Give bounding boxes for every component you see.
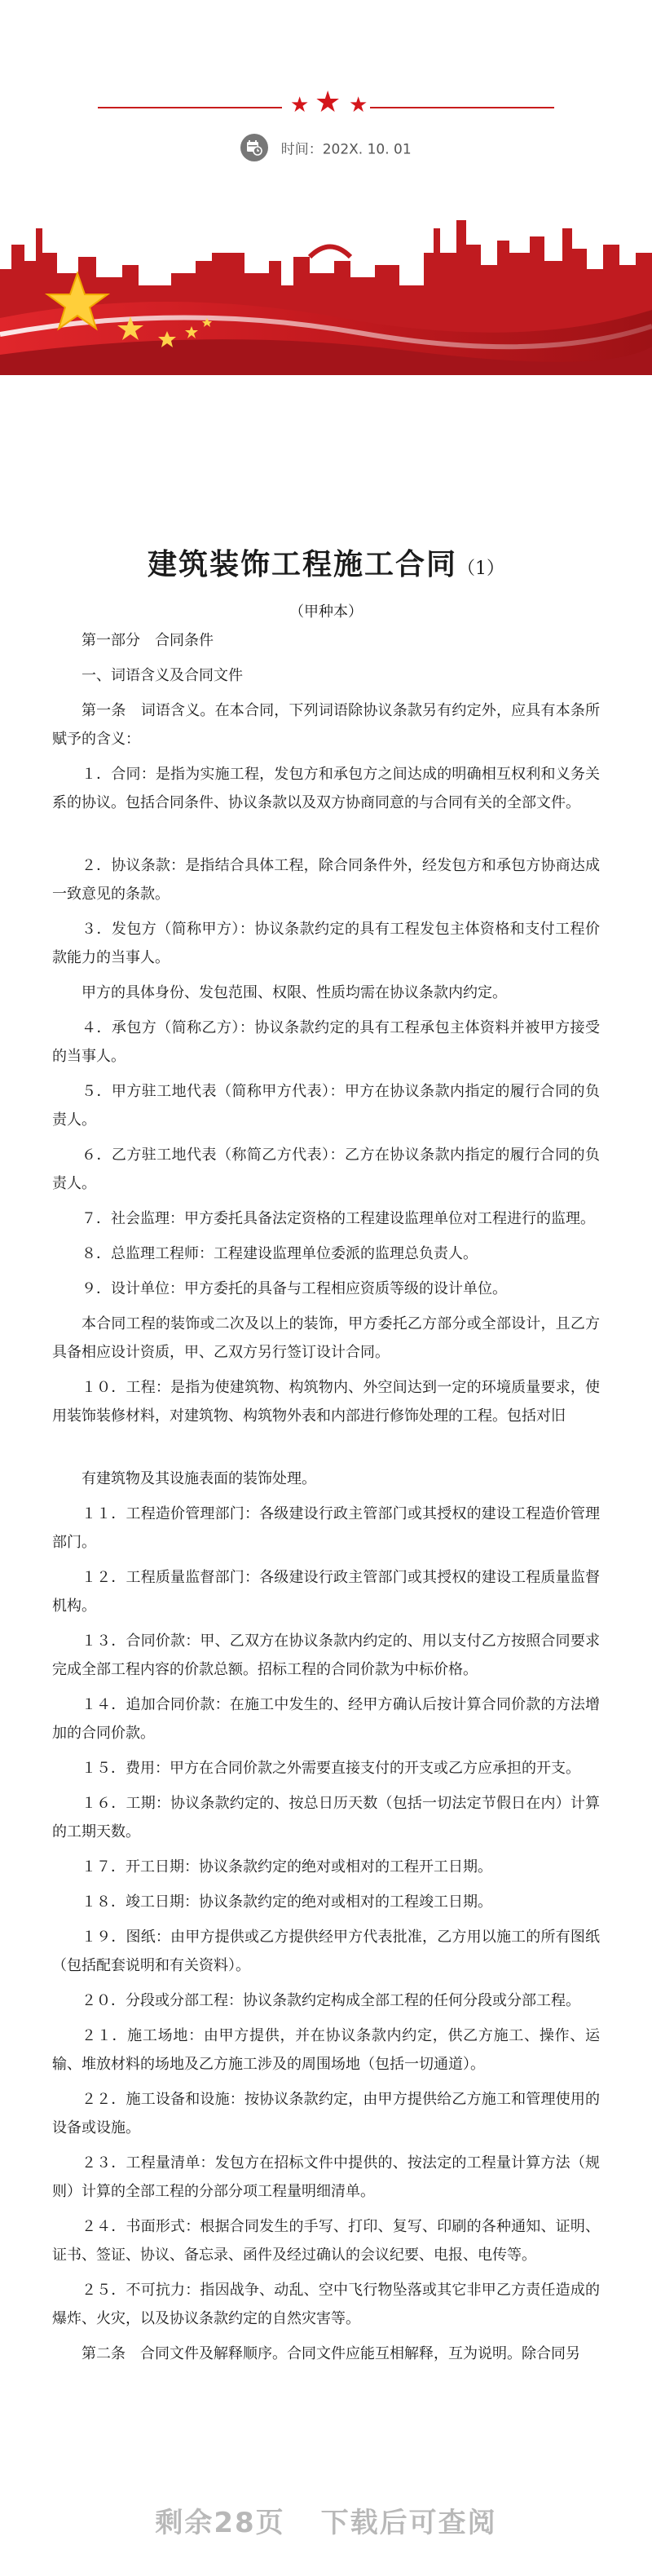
paragraph: ８．总监理工程师：工程建设监理单位委派的监理总负责人。 <box>82 1245 478 1262</box>
paragraph: ２４．书面形式：根据合同发生的手写、打印、复写、印刷的各种通知、证明、证书、签证、协议、备忘录、函件及经过确认的会议纪要、电报、电传等。 <box>52 2218 600 2264</box>
paragraph: ２３．工程量清单：发包方在招标文件中提供的、按法定的工程量计算方法（规则）计算的全部工程的分部分项工程量明细清单。 <box>52 2154 600 2200</box>
paragraph: １５．费用：甲方在合同价款之外需要直接支付的开支或乙方应承担的开支。 <box>82 1760 580 1777</box>
paragraph: １９．图纸：由甲方提供或乙方提供经甲方代表批准，乙方用以施工的所有图纸（包括配套说明和有关资料）。 <box>52 1929 600 1974</box>
paragraph: ２２．施工设备和设施：按协议条款约定，由甲方提供给乙方施工和管理使用的设备或设施。 <box>52 2091 600 2136</box>
paragraph: ９．设计单位：甲方委托的具备与工程相应资质等级的设计单位。 <box>82 1280 507 1297</box>
remaining-pages-label: 剩余28页 <box>155 2507 285 2539</box>
paragraph: １７．开工日期：协议条款约定的绝对或相对的工程开工日期。 <box>82 1858 492 1876</box>
publish-time <box>0 134 652 161</box>
header-line-right <box>370 107 554 108</box>
publish-time-text: 时间：202X. 10. 01 <box>280 141 412 158</box>
fade-overlay <box>0 2443 652 2476</box>
paragraph: １６．工期：协议条款约定的、按总日历天数（包括一切法定节假日在内）计算的工期天数。 <box>52 1795 600 1840</box>
paragraph: ６．乙方驻工地代表（称简乙方代表）：乙方在协议条款内指定的履行合同的负责人。 <box>52 1147 600 1192</box>
paragraph: 第二条 合同文件及解释顺序。合同文件应能互相解释，互为说明。除合同另 <box>82 2345 580 2362</box>
paragraph: ３．发包方（简称甲方）：协议条款约定的具有工程发包主体资格和支付工程价款能力的当事人。 <box>52 921 600 966</box>
paragraph: ２５．不可抗力：指因战争、动乱、空中飞行物坠落或其它非甲乙方责任造成的爆炸、火灾，以及协议条款约定的自然灾害等。 <box>52 2282 600 2327</box>
paragraph: ５．甲方驻工地代表（简称甲方代表）：甲方在协议条款内指定的履行合同的负责人。 <box>52 1083 600 1129</box>
document-title-text: 建筑装饰工程施工合同 <box>147 547 457 581</box>
paragraph: １０．工程：是指为使建筑物、构筑物内、外空间达到一定的环境质量要求，使用装饰装修材料，对建筑物、构筑物外表和内部进行修饰处理的工程。包括对旧 <box>52 1379 600 1425</box>
city-skyline-banner <box>0 196 652 375</box>
paragraph: １１．工程造价管理部门：各级建设行政主管部门或其授权的建设工程造价管理部门。 <box>52 1505 600 1551</box>
paragraph: １３．合同价款：甲、乙双方在协议条款内约定的、用以支付乙方按照合同要求完成全部工程内容的价款总额。招标工程的合同价款为中标价格。 <box>52 1633 600 1678</box>
paragraph: ２．协议条款：是指结合具体工程，除合同条件外，经发包方和承包方协商达成一致意见的条款。 <box>52 857 600 903</box>
download-prompt[interactable] <box>0 2476 652 2576</box>
header-banner <box>0 0 652 375</box>
document-edition: （甲种本） <box>289 603 363 621</box>
paragraph: 本合同工程的装饰或二次及以上的装饰，甲方委托乙方部分或全部设计，且乙方具备相应设计资质，甲、乙双方另行签订设计合同。 <box>52 1315 600 1361</box>
paragraph: ２０．分段或分部工程：协议条款约定构成全部工程的任何分段或分部工程。 <box>82 1992 580 2009</box>
header-line-left <box>98 107 282 108</box>
paragraph: ４．承包方（简称乙方）：协议条款约定的具有工程承包主体资料并被甲方接受的当事人。 <box>52 1019 600 1065</box>
paragraph: ２１．施工场地：由甲方提供，并在协议条款内约定，供乙方施工、操作、运输、堆放材料的场地及乙方施工涉及的周围场地（包括一切通道）。 <box>52 2027 600 2073</box>
document-title-suffix: （1） <box>457 559 504 579</box>
paragraph: １８．竣工日期：协议条款约定的绝对或相对的工程竣工日期。 <box>82 1893 492 1911</box>
paragraph: １４．追加合同价款：在施工中发生的、经甲方确认后按计算合同价款的方法增加的合同价款。 <box>52 1696 600 1742</box>
document-title <box>0 541 652 583</box>
star-icon: ★ <box>290 93 310 117</box>
paragraph: 第一部分 合同条件 <box>82 632 214 649</box>
paragraph: １．合同：是指为实施工程，发包方和承包方之间达成的明确相互权利和义务关系的协议。包括合同条件、协议条款以及双方协商同意的与合同有关的全部文件。 <box>52 766 600 811</box>
paragraph: １２．工程质量监督部门：各级建设行政主管部门或其授权的建设工程质量监督机构。 <box>52 1569 600 1615</box>
download-to-view-label[interactable]: 下载后可查阅 <box>320 2507 497 2539</box>
star-icon: ★ <box>315 86 341 119</box>
paragraph: 有建筑物及其设施表面的装饰处理。 <box>82 1470 316 1487</box>
document-body <box>52 626 600 2368</box>
paragraph: 一、词语含义及合同文件 <box>82 667 243 684</box>
download-prompt-text[interactable] <box>0 2500 652 2540</box>
paragraph: ７．社会监理：甲方委托具备法定资格的工程建设监理单位对工程进行的监理。 <box>82 1210 595 1227</box>
paragraph: 甲方的具体身份、发包范围、权限、性质均需在协议条款内约定。 <box>82 984 507 1001</box>
paragraph: 第一条 词语含义。在本合同，下列词语除协议条款另有约定外，应具有本条所赋予的含义： <box>52 702 600 748</box>
calendar-clock-icon <box>240 134 268 161</box>
star-icon: ★ <box>349 93 368 117</box>
